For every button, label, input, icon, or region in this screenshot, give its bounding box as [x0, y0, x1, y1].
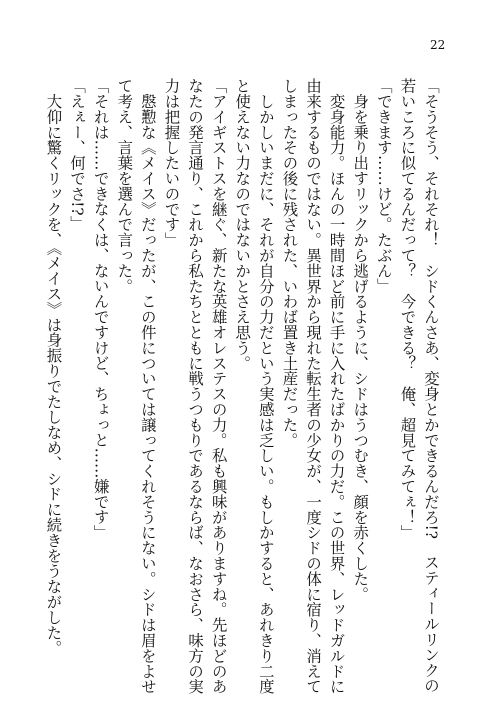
text-line: 若いころに似てるんだって？ 今できる？ 俺、超見てみてぇ！」 [398, 78, 417, 540]
text-line: しまったその後に残された、いわば置き土産だった。 [280, 78, 299, 448]
text-line: 「えぇー、何でさ!?」 [68, 78, 87, 232]
page-number: 22 [430, 38, 446, 52]
text-line: 身を乗り出すリックから逃げるように、シドはうつむき、顔を赤くした。 [351, 78, 370, 602]
text-line: なたの発言通り、これから私たちとともに戦うつもりであるならば、なおさら、味方の実 [186, 78, 205, 694]
text-line: と使えない力なのではないかとさえ思う。 [233, 78, 252, 371]
text-line: 変身能力。ほんの一時間ほど前に手に入れたばかりの力だ。この世界、レッドガルドに [327, 78, 346, 694]
text-line: 大仰に驚くリックを、《メイス》は身振りでたしなめ、シドに続きをうながした。 [44, 78, 63, 656]
text-line: 力は把握したいのです」 [162, 78, 181, 248]
text-line: 「そうそう、それそれ！ シドくんさあ、変身とかできるんだろ!? スティールリンクの [422, 78, 440, 694]
text-line: 慇懃な《メイス》だったが、この件については譲ってくれそうにない。シドは眉をよせ [138, 78, 157, 694]
vertical-text-body [42, 78, 442, 694]
text-line: 「アイギストスを継ぐ、新たな英雄オレステスの力。私も興味がありますね。先ほどのあ [209, 78, 228, 694]
text-line: 「それは……できなくは、ないんですけど、ちょっと……嫌です」 [91, 78, 110, 540]
text-line: て考え、言葉を選んで言った。 [115, 78, 134, 294]
text-line: 「できます……けど。たぶん」 [374, 78, 393, 294]
text-line: 由来するものではない。異世界から現れた転生者の少女が、一度シドの体に宿り、消えて [304, 78, 323, 694]
text-line: しかしいまだに、それが自分の力だという実感は乏しい。もしかすると、あれきり二度 [256, 78, 275, 694]
